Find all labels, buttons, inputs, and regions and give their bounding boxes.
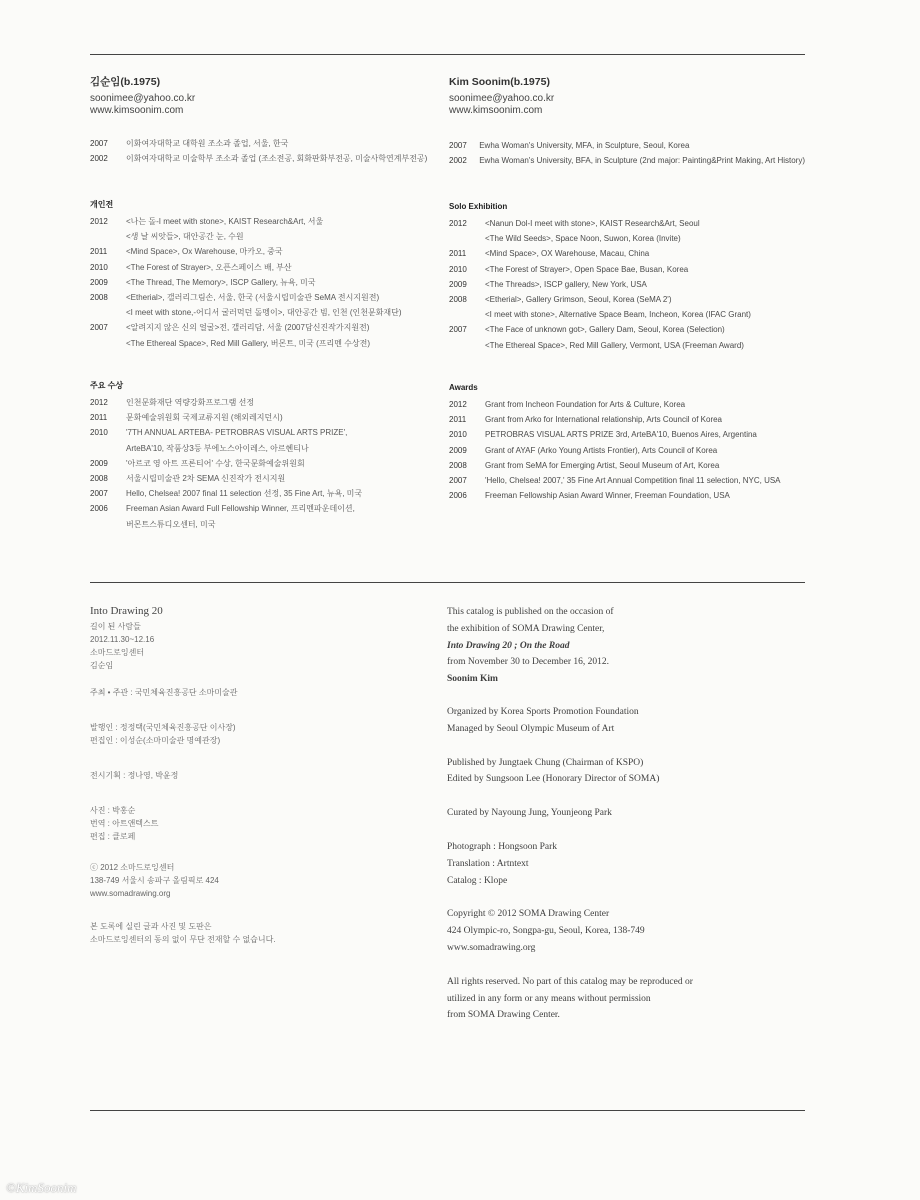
entry-text xyxy=(126,395,362,410)
bottom-rule xyxy=(90,1110,805,1111)
list-item xyxy=(449,412,781,427)
entry-text xyxy=(485,246,751,261)
text-line: Translation : Artntext xyxy=(447,858,529,869)
year: 2009 xyxy=(449,279,467,289)
list-item xyxy=(90,456,362,471)
text-line: www.somadrawing.org xyxy=(90,889,171,898)
text-line: 번역 : 아트앤텍스트 xyxy=(90,819,159,828)
korean-bio xyxy=(90,75,440,529)
year: 2010 xyxy=(90,262,108,272)
list-item xyxy=(90,486,362,501)
rights-ko xyxy=(90,920,430,946)
list-item xyxy=(90,410,362,425)
education-table-en xyxy=(449,138,805,168)
year: 2010 xyxy=(449,430,467,440)
entry-line: 문화예술위원회 국제교류지원 (해외레지던시) xyxy=(126,413,283,423)
copyright-ko xyxy=(90,861,430,900)
organized-en xyxy=(447,704,805,738)
intro-dates-en: from November 30 to December 16, 2012. xyxy=(447,657,609,668)
list-item xyxy=(90,471,362,486)
intro-title-en: Into Drawing 20 ; On the Road xyxy=(447,640,570,651)
entry-text xyxy=(126,471,362,486)
entry-text xyxy=(485,427,781,442)
awards-section-en xyxy=(449,382,781,503)
solo-table-en xyxy=(449,216,751,353)
organizer-ko: 주최 • 주관 : 국민체육진흥공단 소마미술관 xyxy=(90,688,238,697)
entry-line: <The Ethereal Space>, Red Mill Gallery, 버몬트, 미국 (프리멘 수상전) xyxy=(126,338,371,348)
text-line: www.somadrawing.org xyxy=(447,942,536,953)
year: 2011 xyxy=(449,415,467,425)
entry-line: Grant from Incheon Foundation for Arts & Culture, Korea xyxy=(485,400,686,409)
year: 2007 xyxy=(449,325,467,335)
text-line: Photograph : Hongsoon Park xyxy=(447,841,558,852)
entry-line: Grant from Arko for International relationship, Arts Council of Korea xyxy=(485,415,723,425)
publisher-ko xyxy=(90,721,430,747)
entry-text xyxy=(485,473,781,488)
entry-line: 'Hello, Chelsea! 2007,' 35 Fine Art Annual Competition final 11 selection, NYC, USA xyxy=(485,476,781,486)
year: 2011 xyxy=(90,413,108,423)
list-item xyxy=(449,246,751,261)
copyright-en xyxy=(447,906,805,956)
year: 2006 xyxy=(90,504,108,514)
text-line: Published by Jungtaek Chung (Chairman of KSPO) xyxy=(447,757,644,768)
text-line: 편집 : 클로페 xyxy=(90,832,136,841)
text-line: 138-749 서울시 송파구 올림픽로 424 xyxy=(90,876,219,885)
list-item xyxy=(90,214,402,244)
solo-heading-ko: 개인전 xyxy=(90,200,114,209)
text-line: 발행인 : 정정택(국민체육진흥공단 이사장) xyxy=(90,723,236,732)
entry-text xyxy=(485,458,781,473)
entry-text: 이화여자대학교 대학원 조소과 졸업, 서울, 한국 xyxy=(126,139,289,148)
email-ko: soonimee@yahoo.co.kr xyxy=(90,93,196,104)
entry-line: <The Wild Seeds>, Space Noon, Suwon, Korea (Invite) xyxy=(485,234,681,244)
list-item xyxy=(449,427,781,442)
year: 2012 xyxy=(449,400,467,409)
text-line: All rights reserved. No part of this catalog may be reproduced or xyxy=(447,976,693,987)
year: 2006 xyxy=(449,491,467,501)
entry-line: Freeman Asian Award Full Fellowship Winner, 프리멘파운데이션, xyxy=(126,504,355,514)
entry-text xyxy=(126,244,402,259)
text-line: 김순임 xyxy=(90,661,114,670)
list-item xyxy=(449,488,781,503)
list-item xyxy=(449,473,781,488)
colophon-title: Into Drawing 20 xyxy=(90,605,163,617)
year: 2009 xyxy=(449,445,467,455)
entry-line: <The Forest of Strayer>, 오픈스페이스 배, 부산 xyxy=(126,262,292,272)
year: 2007 xyxy=(449,141,467,150)
entry-line: <Mind Space>, OX Warehouse, Macau, China xyxy=(485,249,650,259)
watermark: ©KimSoonim xyxy=(6,1180,77,1195)
entry-line: <Nanun Dol-I meet with stone>, KAIST Research&Art, Seoul xyxy=(485,219,700,228)
list-item xyxy=(449,216,751,246)
education-row xyxy=(90,151,427,166)
colophon-korean xyxy=(90,604,430,960)
entry-text xyxy=(126,290,402,320)
list-item xyxy=(90,501,362,531)
entry-line: <I meet with stone>, Alternative Space Beam, Incheon, Korea (IFAC Grant) xyxy=(485,310,751,320)
entry-line: 인천문화재단 역량강화프로그램 선정 xyxy=(126,398,255,407)
credits-ko xyxy=(90,804,430,843)
entry-line: <The Face of unknown got>, Gallery Dam, Seoul, Korea (Selection) xyxy=(485,325,725,335)
year: 2007 xyxy=(449,476,467,486)
text-line: ⓒ 2012 소마드로잉센터 xyxy=(90,863,175,872)
text-line: Copyright © 2012 SOMA Drawing Center xyxy=(447,909,610,920)
rights-en xyxy=(447,974,805,1024)
year: 2007 xyxy=(90,489,108,499)
list-item xyxy=(90,244,402,259)
year: 2008 xyxy=(449,295,467,305)
website-en: www.kimsoonim.com xyxy=(449,105,543,116)
list-item xyxy=(449,292,751,322)
entry-text xyxy=(485,262,751,277)
entry-text xyxy=(126,260,402,275)
year: 2012 xyxy=(90,217,108,226)
exhibition-info-ko xyxy=(90,620,430,672)
english-bio xyxy=(449,75,805,501)
list-item xyxy=(449,322,751,352)
list-item xyxy=(449,397,781,412)
list-item xyxy=(90,320,402,350)
curated-en: Curated by Nayoung Jung, Younjeong Park xyxy=(447,808,612,819)
text-line: 2012.11.30~12.16 xyxy=(90,635,155,644)
intro-en xyxy=(447,604,805,638)
text-line: utilized in any form or any means without permission xyxy=(447,993,651,1004)
list-item xyxy=(90,425,362,455)
year: 2011 xyxy=(449,249,467,259)
entry-line: <The Forest of Strayer>, Open Space Bae, Busan, Korea xyxy=(485,264,689,274)
year: 2011 xyxy=(90,247,108,257)
credits-en xyxy=(447,839,805,889)
entry-line: <Etherial>, 갤러리그림손, 서울, 한국 (서울시립미술관 SeMA 전시지원전) xyxy=(126,293,380,303)
education-row xyxy=(90,136,427,151)
list-item xyxy=(90,260,402,275)
entry-line: 버몬트스튜디오센터, 미국 xyxy=(126,519,216,529)
entry-line: <생 날 씨앗들>, 대안공간 눈, 수원 xyxy=(126,232,244,242)
year: 2010 xyxy=(449,264,467,274)
solo-table-ko xyxy=(90,214,402,351)
year: 2008 xyxy=(449,460,467,470)
education-row xyxy=(449,153,805,168)
year: 2007 xyxy=(90,139,108,148)
text-line: Managed by Seoul Olympic Museum of Art xyxy=(447,723,615,734)
entry-line: <I meet with stone,-어디서 굴러먹던 돌멩이>, 대안공간 빔, 인천 (인천문화재단) xyxy=(126,308,402,318)
list-item xyxy=(449,458,781,473)
text-line: 본 도록에 실린 글과 사진 및 도판은 xyxy=(90,922,212,931)
text-line: 424 Olympic-ro, Songpa-gu, Seoul, Korea, 138-749 xyxy=(447,926,645,937)
entry-text xyxy=(485,216,751,246)
text-line: the exhibition of SOMA Drawing Center, xyxy=(447,623,605,634)
entry-text xyxy=(485,488,781,503)
entry-text xyxy=(126,320,402,350)
entry-text: Ewha Woman's University, MFA, in Sculpture, Seoul, Korea xyxy=(479,141,690,150)
year: 2009 xyxy=(90,277,108,287)
solo-section-ko xyxy=(90,199,402,351)
education-en xyxy=(449,138,805,168)
year: 2008 xyxy=(90,474,108,484)
awards-heading-en: Awards xyxy=(449,383,478,392)
entry-line: PETROBRAS VISUAL ARTS PRIZE 3rd, ArteBA'10, Buenos Aires, Argentina xyxy=(485,430,757,440)
solo-heading-en: Solo Exhibition xyxy=(449,202,508,211)
middle-rule xyxy=(90,582,805,583)
entry-text: 이화여자대학교 미술학부 조소과 졸업 (조소전공, 회화판화부전공, 미술사학연계부전공) xyxy=(126,154,428,164)
text-line: from SOMA Drawing Center. xyxy=(447,1010,560,1021)
entry-text xyxy=(485,277,751,292)
entry-line: <The Threads>, ISCP gallery, New York, USA xyxy=(485,279,647,289)
entry-text xyxy=(485,412,781,427)
entry-line: Grant of AYAF (Arko Young Artists Frontier), Arts Council of Korea xyxy=(485,445,718,455)
artist-name-ko: 김순임(b.1975) xyxy=(90,76,161,88)
artist-name-en: Kim Soonim(b.1975) xyxy=(449,76,550,88)
published-en xyxy=(447,755,805,789)
list-item xyxy=(449,443,781,458)
list-item xyxy=(449,262,751,277)
colophon-english xyxy=(447,604,805,1041)
entry-line: <The Ethereal Space>, Red Mill Gallery, Vermont, USA (Freeman Award) xyxy=(485,340,744,350)
entry-text xyxy=(126,410,362,425)
entry-text: Ewha Woman's University, BFA, in Sculpture (2nd major: Painting&Print Making, Art History) xyxy=(479,156,805,166)
education-table-ko xyxy=(90,136,427,166)
year: 2002 xyxy=(90,154,108,164)
year: 2002 xyxy=(449,156,467,166)
text-line: 사진 : 박홍순 xyxy=(90,806,136,815)
entry-line: <Etherial>, Gallery Grimson, Seoul, Korea (SeMA 2') xyxy=(485,295,672,305)
education-ko xyxy=(90,136,427,166)
year: 2012 xyxy=(90,398,108,407)
entry-text xyxy=(126,501,362,531)
awards-table-en xyxy=(449,397,781,503)
text-line: 길이 된 사람들 xyxy=(90,622,141,631)
entry-line: ArteBA'10, 작품상3등 부에노스아이레스, 아르헨티나 xyxy=(126,443,309,453)
entry-line: <The Thread, The Memory>, ISCP Gallery, 뉴욕, 미국 xyxy=(126,277,316,287)
entry-line: <나는 돌-I meet with stone>, KAIST Research&Art, 서울 xyxy=(126,217,324,226)
text-line: 편집인 : 이성순(소마미술관 명예관장) xyxy=(90,736,221,745)
top-rule xyxy=(90,54,805,55)
year: 2012 xyxy=(449,219,467,228)
entry-text xyxy=(485,443,781,458)
text-line: 소마드로잉센터 xyxy=(90,648,145,657)
entry-text xyxy=(126,214,402,244)
list-item xyxy=(90,290,402,320)
year: 2007 xyxy=(90,323,108,333)
entry-text xyxy=(126,275,402,290)
entry-text xyxy=(126,486,362,501)
entry-text xyxy=(126,425,362,455)
awards-heading-ko: 주요 수상 xyxy=(90,381,124,390)
entry-line: <알려지지 않은 신의 얼굴>전, 갤러리담, 서울 (2007담신진작가지원전) xyxy=(126,323,370,333)
intro-artist-en: Soonim Kim xyxy=(447,674,498,685)
entry-line: '아르코 영 아트 프론티어' 수상, 한국문화예술위원회 xyxy=(126,458,305,468)
entry-text xyxy=(485,397,781,412)
website-ko: www.kimsoonim.com xyxy=(90,105,184,116)
year: 2008 xyxy=(90,293,108,303)
text-line: 소마드로잉센터의 동의 없이 무단 전재할 수 없습니다. xyxy=(90,935,276,944)
year: 2009 xyxy=(90,458,108,468)
entry-text xyxy=(126,456,362,471)
curator-ko: 전시기획 : 정나영, 박윤정 xyxy=(90,771,179,780)
year: 2010 xyxy=(90,428,108,438)
education-row xyxy=(449,138,805,153)
entry-line: Freeman Fellowship Asian Award Winner, Freeman Foundation, USA xyxy=(485,491,730,501)
solo-section-en xyxy=(449,201,751,353)
awards-section-ko xyxy=(90,380,362,532)
list-item xyxy=(90,275,402,290)
text-line: This catalog is published on the occasion of xyxy=(447,607,614,617)
entry-line: 서울시립미술관 2차 SEMA 신진작가 전시지원 xyxy=(126,474,286,484)
text-line: Organized by Korea Sports Promotion Foundation xyxy=(447,706,639,717)
entry-line: <Mind Space>, Ox Warehouse, 마카오, 중국 xyxy=(126,247,283,257)
awards-table-ko xyxy=(90,395,362,532)
entry-text xyxy=(485,322,751,352)
text-line: Catalog : Klope xyxy=(447,875,508,886)
entry-line: '7TH ANNUAL ARTEBA- PETROBRAS VISUAL ARTS PRIZE', xyxy=(126,428,348,438)
entry-line: Grant from SeMA for Emerging Artist, Seoul Museum of Art, Korea xyxy=(485,460,720,470)
text-line: Edited by Sungsoon Lee (Honorary Director of SOMA) xyxy=(447,774,660,785)
list-item xyxy=(449,277,751,292)
entry-text xyxy=(485,292,751,322)
list-item xyxy=(90,395,362,410)
entry-line: Hello, Chelsea! 2007 final 11 selection 선정, 35 Fine Art, 뉴욕, 미국 xyxy=(126,489,363,499)
email-en: soonimee@yahoo.co.kr xyxy=(449,93,555,104)
